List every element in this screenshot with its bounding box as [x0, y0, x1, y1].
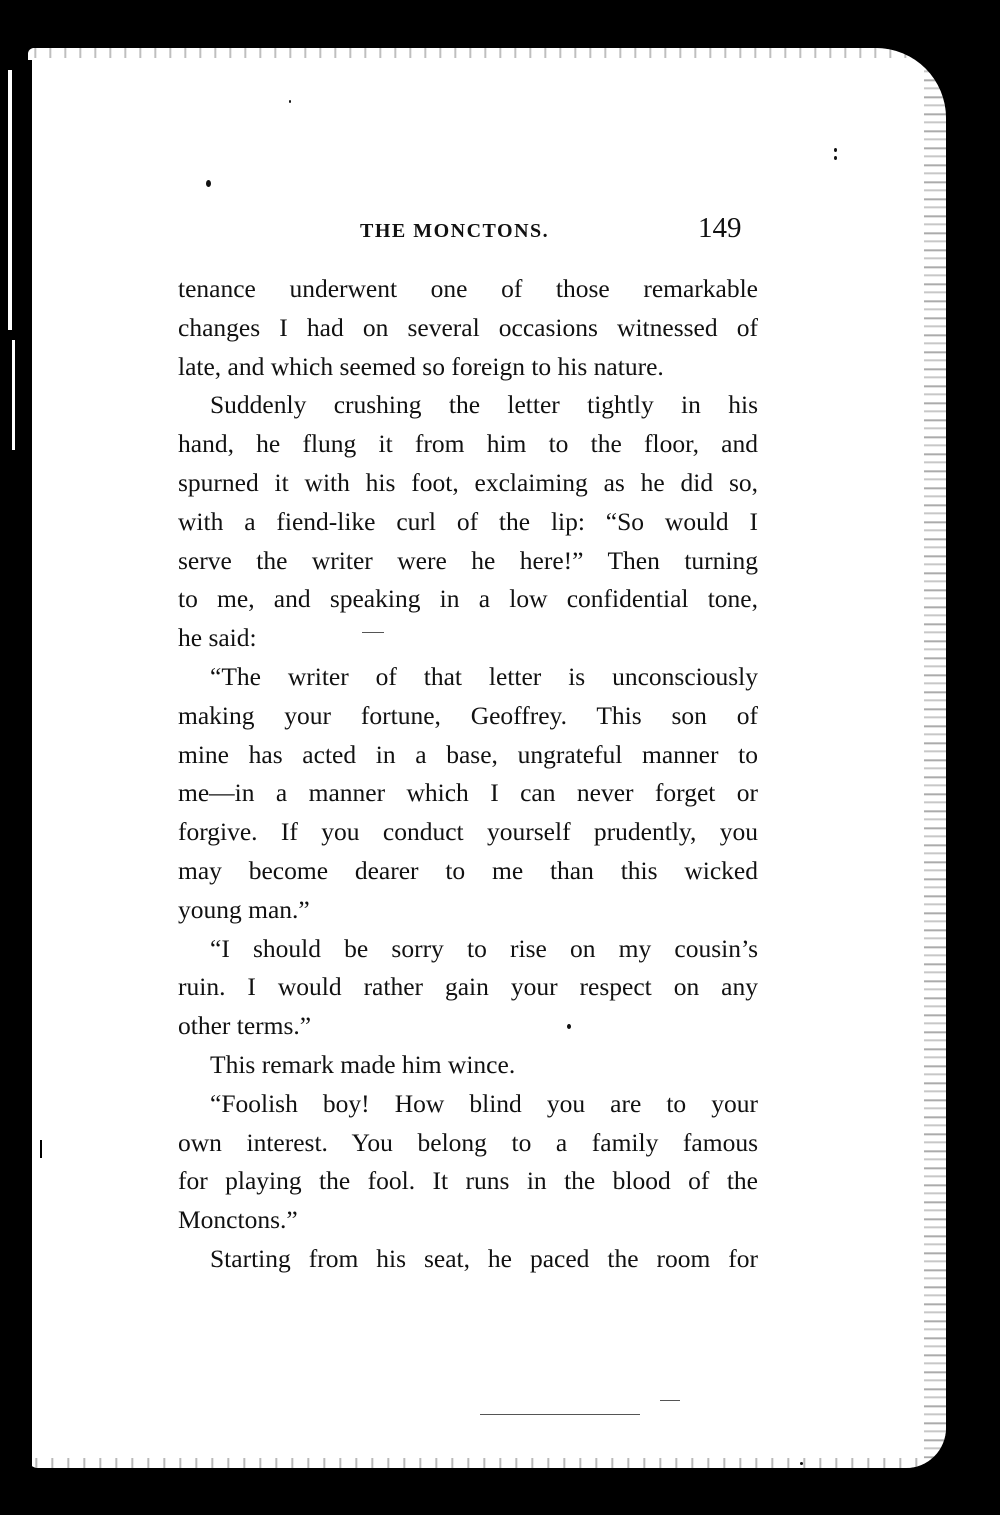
- ink-speck: [834, 148, 837, 152]
- text-line: making your fortune, Geoffrey. This son of: [178, 700, 758, 730]
- text-line: mine has acted in a base, ungrateful manner to: [178, 739, 758, 769]
- text-line: tenance underwent one of those remarkable: [178, 274, 758, 303]
- text-line: he said:: [178, 623, 257, 653]
- text-line: ruin. I would rather gain your respect on any: [178, 972, 758, 1002]
- text-line: me—in a manner which I can never forget or: [178, 778, 758, 808]
- text-line: Starting from his seat, he paced the room for: [210, 1243, 758, 1273]
- margin-mark: [40, 1140, 42, 1158]
- ink-speck: [289, 100, 291, 103]
- text-line: to me, and speaking in a low confidential tone,: [178, 584, 758, 614]
- page-right-edge: [924, 48, 946, 1468]
- text-line: “Foolish boy! How blind you are to your: [210, 1088, 758, 1118]
- text-line: serve the writer were he here!” Then turning: [178, 545, 758, 575]
- text-line: “I should be sorry to rise on my cousin’s: [210, 933, 758, 963]
- text-line: other terms.”: [178, 1011, 312, 1041]
- ink-speck: [834, 156, 837, 160]
- text-line: own interest. You belong to a family famous: [178, 1127, 758, 1157]
- gutter-highlight: [8, 70, 12, 330]
- page-bottom-edge: [28, 1458, 946, 1468]
- text-line: with a fiend-like curl of the lip: “So would I: [178, 506, 758, 536]
- text-line: This remark made him wince.: [210, 1049, 516, 1079]
- ink-speck: [206, 180, 211, 187]
- text-line: young man.”: [178, 894, 310, 924]
- text-line: late, and which seemed so foreign to his nature.: [178, 351, 664, 381]
- ink-speck: [800, 1462, 803, 1465]
- text-line: forgive. If you conduct yourself prudently, you: [178, 817, 758, 847]
- page-top-edge: [28, 48, 946, 58]
- text-line: for playing the fool. It runs in the blood of the: [178, 1166, 758, 1196]
- text-line: “The writer of that letter is unconsciously: [210, 661, 758, 691]
- page-header: [0, 210, 1000, 250]
- text-line: spurned it with his foot, exclaiming as he did so,: [178, 467, 758, 497]
- faint-rule: [480, 1414, 640, 1415]
- text-line: Monctons.”: [178, 1205, 298, 1235]
- running-title: THE MONCTONS.: [360, 220, 550, 242]
- faint-rule: [660, 1400, 680, 1401]
- gutter-highlight-lower: [12, 340, 15, 450]
- text-line: may become dearer to me than this wicked: [178, 855, 758, 885]
- text-line: hand, he flung it from him to the floor, and: [178, 429, 758, 459]
- body-text: [178, 270, 758, 1279]
- text-line: changes I had on several occasions witnessed of: [178, 312, 758, 342]
- binding-gutter: [0, 60, 32, 1480]
- page-number: 149: [698, 212, 742, 244]
- text-line: Suddenly crushing the letter tightly in his: [210, 390, 758, 420]
